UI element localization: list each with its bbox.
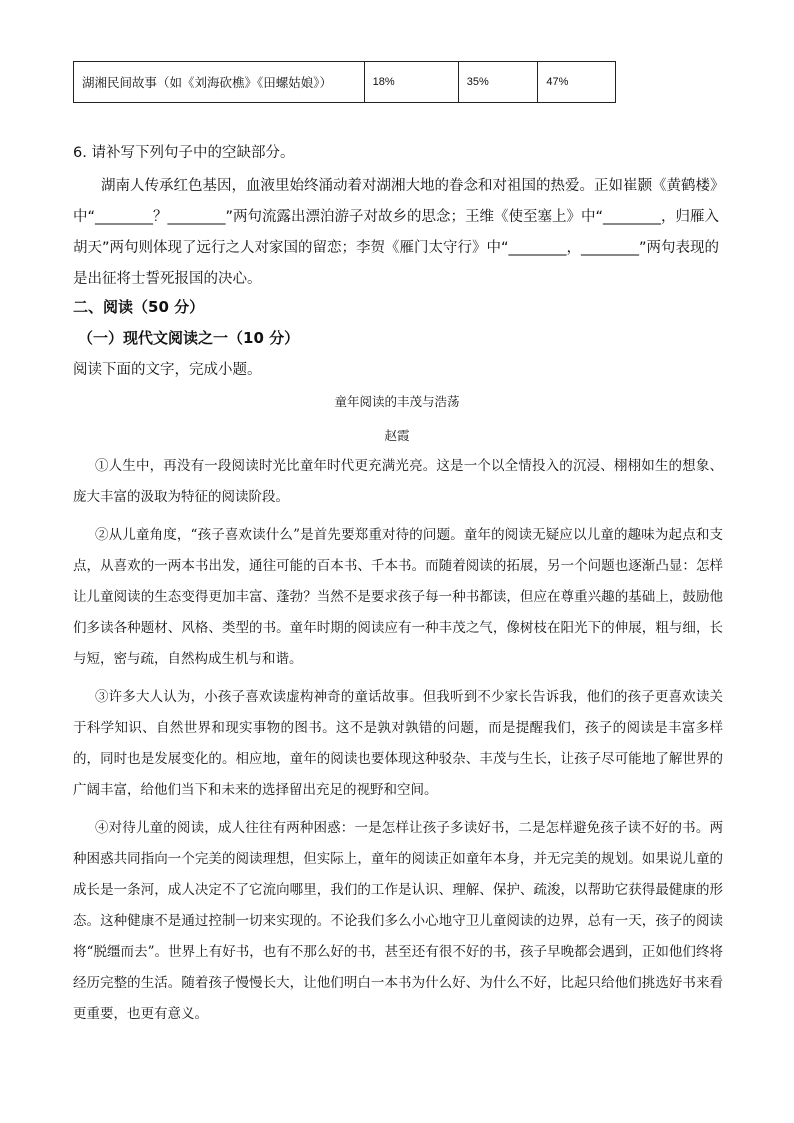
table-cell-value-2: 35%	[458, 62, 538, 103]
reading-instruction: 阅读下面的文字，完成小题。	[73, 362, 262, 378]
article-paragraph-1: ①人生中，再没有一段阅读时光比童年时代更充满光亮。这是一个以全情投入的沉浸、栩栩如生的想象、庞大丰富的汲取为特征的阅读阶段。	[73, 458, 723, 505]
survey-table	[73, 61, 616, 103]
article-paragraph-3: ③许多大人认为，小孩子喜欢读虚构神奇的童话故事。但我听到不少家长告诉我，他们的孩子更喜欢读关于科学知识、自然世界和现实事物的图书。这不是孰对孰错的问题，而是提醒我们，孩子的阅读是丰富多样的，同时也是发展变化的。相应地，童年的阅读也要体现这种驳杂、丰茂与生长，让孩子尽可能地了解世界的广阔丰富，给他们当下和未来的选择留出充足的视野和空间。	[73, 689, 723, 798]
question-6	[73, 141, 723, 295]
table-cell-value-3: 47%	[538, 62, 616, 103]
table-cell-value-1: 18%	[364, 62, 458, 103]
question-6-body: 湖南人传承红色基因，血液里始终涌动着对湖湘大地的眷念和对祖国的热爱。正如崔颢《黄鹤楼》中“________？________”两句流露出漂泊游子对故乡的思念；王维《使至塞上》中“________，归雁入胡天”两句则体现了远行之人对家国的留恋；李贺《雁门太守行》中“________，________”两句表现的是出征将士誓死报国的决心。	[73, 178, 720, 287]
table-cell-story: 湖湘民间故事（如《刘海砍樵》《田螺姑娘》）	[74, 62, 365, 103]
article-title: 童年阅读的丰茂与浩荡	[334, 394, 460, 409]
question-6-title: 6. 请补写下列句子中的空缺部分。	[73, 145, 295, 161]
table-row	[74, 62, 616, 103]
article-paragraph-2: ②从儿童角度，“孩子喜欢读什么”是首先要郑重对待的问题。童年的阅读无疑应以儿童的趣味为起点和支点，从喜欢的一两本书出发，通往可能的百本书、千本书。而随着阅读的拓展，另一个问题也逐渐凸显：怎样让儿童阅读的生态变得更加丰富、蓬勃？当然不是要求孩子每一种书都读，但应在尊重兴趣的基础上，鼓励他们多读各种题材、风格、类型的书。童年时期的阅读应有一种丰茂之气，像树枝在阳光下的伸展，粗与细，长与短，密与疏，自然构成生机与和谐。	[73, 527, 723, 667]
section-subtitle: （一）现代文阅读之一（10 分）	[78, 329, 300, 347]
article-paragraph-4: ④对待儿童的阅读，成人往往有两种困惑：一是怎样让孩子多读好书，二是怎样避免孩子读不好的书。两种困惑共同指向一个完美的阅读理想，但实际上，童年的阅读正如童年本身，并无完美的规划。如果说儿童的成长是一条河，成人决定不了它流向哪里，我们的工作是认识、理解、保护、疏浚，以帮助它获得最健康的形态。这种健康不是通过控制一切来实现的。不论我们多么小心地守卫儿童阅读的边界，总有一天，孩子的阅读将“脱缰而去”。世界上有好书，也有不那么好的书，甚至还有很不好的书，孩子早晚都会遇到，正如他们终将经历完整的生活。随着孩子慢慢长大，让他们明白一本书为什么好、为什么不好，比起只给他们挑选好书来看更重要，也更有意义。	[73, 820, 723, 1022]
article-author: 赵霞	[384, 428, 410, 443]
article-body	[73, 451, 723, 1037]
section-title: 二、阅读（50 分）	[73, 298, 205, 316]
